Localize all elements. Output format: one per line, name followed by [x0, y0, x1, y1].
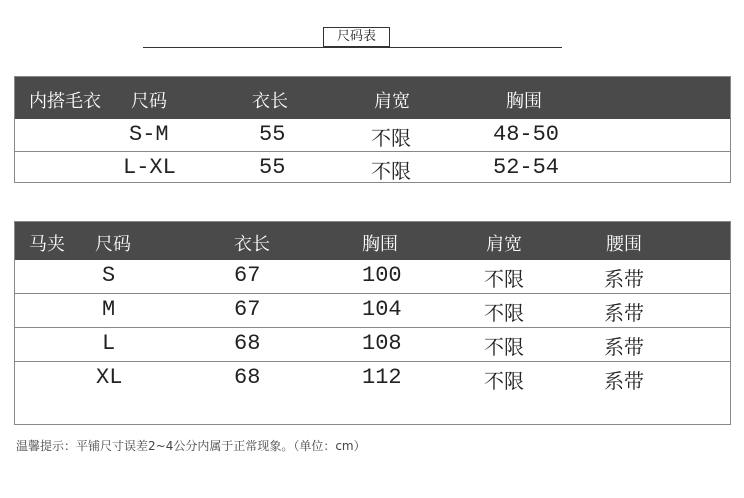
- header-shoulder: 肩宽: [374, 91, 410, 112]
- cell-size: L-XL: [123, 155, 176, 180]
- cell-chest: 48-50: [493, 122, 560, 147]
- header-chest: 胸围: [506, 91, 542, 112]
- table-row: [15, 362, 730, 395]
- table-row: [15, 260, 730, 293]
- cell-shoulder: 不限: [371, 159, 411, 183]
- table-row: [15, 119, 730, 151]
- cell-length: 55: [259, 155, 286, 180]
- header-length: 衣长: [252, 91, 288, 112]
- header-size: 尺码: [131, 91, 167, 112]
- cell-size: S: [102, 263, 116, 288]
- cell-shoulder: 不限: [484, 301, 524, 325]
- cell-chest: 108: [362, 331, 402, 356]
- cell-waist: 系带: [604, 369, 644, 393]
- header-category: 马夹: [29, 234, 65, 255]
- cell-chest: 100: [362, 263, 402, 288]
- page-title: 尺码表: [323, 27, 390, 47]
- cell-shoulder: 不限: [484, 369, 524, 393]
- table-row: [15, 328, 730, 361]
- header-length: 衣长: [234, 234, 270, 255]
- cell-waist: 系带: [604, 301, 644, 325]
- cell-shoulder: 不限: [371, 126, 411, 150]
- cell-size: L: [102, 331, 116, 356]
- cell-waist: 系带: [604, 267, 644, 291]
- cell-chest: 104: [362, 297, 402, 322]
- sweater-size-table: [14, 76, 731, 183]
- header-category: 内搭毛衣: [29, 91, 101, 112]
- cell-shoulder: 不限: [484, 267, 524, 291]
- table-row: [15, 152, 730, 184]
- cell-chest: 112: [362, 365, 402, 390]
- table-header: [15, 77, 730, 119]
- table-header: [15, 222, 730, 260]
- footer-note: 温馨提示：平铺尺寸误差2~4公分内属于正常现象。（单位：cm）: [16, 439, 366, 453]
- cell-length: 55: [259, 122, 286, 147]
- cell-size: S-M: [129, 122, 169, 147]
- cell-size: M: [102, 297, 116, 322]
- header-shoulder: 肩宽: [486, 234, 522, 255]
- cell-length: 68: [234, 365, 261, 390]
- cell-size: XL: [96, 365, 123, 390]
- title-underline: [143, 47, 562, 48]
- cell-waist: 系带: [604, 335, 644, 359]
- header-waist: 腰围: [606, 234, 642, 255]
- header-chest: 胸围: [362, 234, 398, 255]
- header-size: 尺码: [95, 234, 131, 255]
- cell-chest: 52-54: [493, 155, 560, 180]
- cell-length: 67: [234, 263, 261, 288]
- cell-length: 67: [234, 297, 261, 322]
- vest-size-table: [14, 221, 731, 425]
- table-row: [15, 294, 730, 327]
- cell-length: 68: [234, 331, 261, 356]
- cell-shoulder: 不限: [484, 335, 524, 359]
